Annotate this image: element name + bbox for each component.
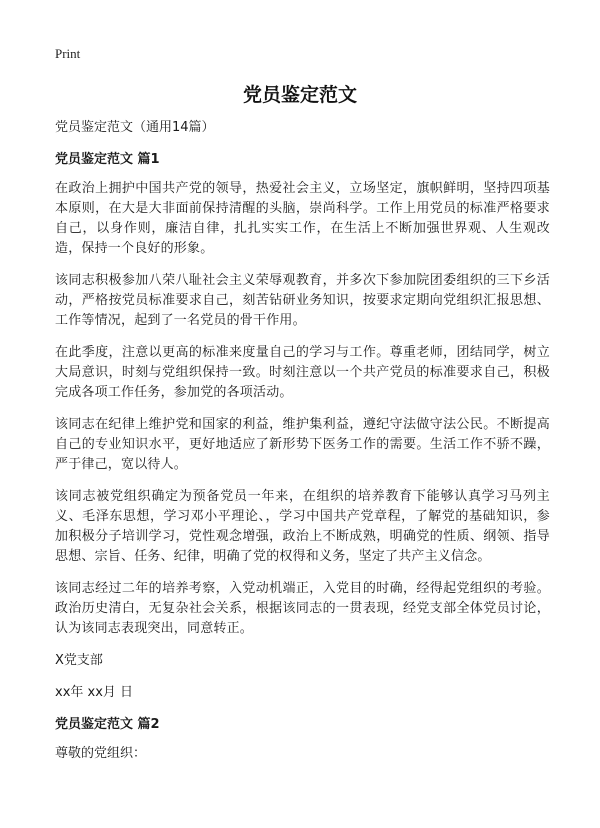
- document-title: 党员鉴定范文: [242, 84, 357, 106]
- section-heading: 党员鉴定范文 篇2: [55, 717, 160, 732]
- paragraph: 该同志积极参加八荣八耻社会主义荣辱观教育，并多次下参加院团委组织的三下乡活动，严格按党员标准要求自己，刻苦钻研业务知识，按要求定期向党组织汇报思想、工作等情况，起到了一名党员的骨干作用。: [55, 273, 550, 328]
- paragraph: 在此季度，注意以更高的标准来度量自己的学习与工作。尊重老师，团结同学，树立大局意识，时刻与党组织保持一致。时刻注意以一个共产党员的标准要求自己，积极完成各项工作任务，参加党的各项活动。: [55, 345, 550, 400]
- signature-line: X党支部: [55, 653, 103, 668]
- paragraph: 该同志经过二年的培养考察，入党动机端正，入党目的时确，经得起党组织的考验。政治历史清白，无复杂社会关系，根据该同志的一贯表现，经党支部全体党员讨论，认为该同志表现突出，同意转正。: [55, 581, 550, 636]
- paragraph: 该同志在纪律上维护党和国家的利益，维护集利益，遵纪守法做守法公民。不断提高自己的专业知识水平，更好地适应了新形势下医务工作的需要。生活工作不骄不躁，严于律己，宽以待人。: [55, 417, 550, 472]
- section-1: [55, 150, 550, 703]
- date-line: xx年 xx月 日: [55, 685, 134, 700]
- document-body: [55, 118, 550, 764]
- print-link[interactable]: Print: [55, 46, 81, 61]
- document-subtitle: 党员鉴定范文（通用14篇）: [55, 120, 215, 135]
- section-2: [55, 715, 550, 764]
- greeting-line: 尊敬的党组织：: [55, 746, 147, 761]
- section-heading: 党员鉴定范文 篇1: [55, 152, 160, 167]
- paragraph: 该同志被党组织确定为预备党员一年来，在组织的培养教育下能够认真学习马列主义、毛泽东思想，学习邓小平理论、，学习中国共产党章程，了解党的基础知识，参加积极分子培训学习，党性观念增强，政治上不断成熟，明确党的性质、纲领、指导思想、宗旨、任务、纪律，明确了党的权得和义务，坚定了共产主义信念。: [55, 489, 550, 564]
- paragraph: 在政治上拥护中国共产党的领导，热爱社会主义，立场坚定，旗帜鲜明，坚持四项基本原则，在大是大非面前保持清醒的头脑，崇尚科学。工作上用党员的标准严格要求自己，以身作则，廉洁自律，扎扎实实工作，在生活上不断加强世界观、人生观改造，保持一个良好的形象。: [55, 181, 550, 256]
